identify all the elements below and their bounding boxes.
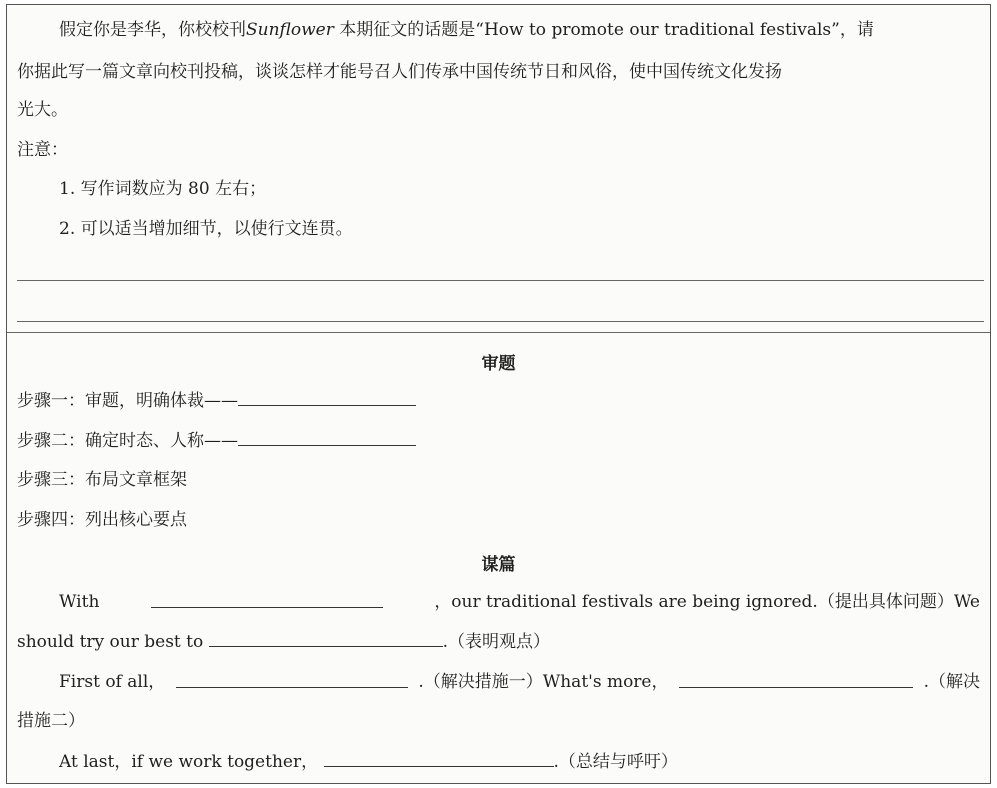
prompt-line-3: 光大。 [17, 100, 68, 120]
outline-line-5 [59, 750, 678, 773]
prompt-text-b: 本期征文的话题是“How to promote our traditional festivals”，请 [339, 20, 874, 40]
step-1 [17, 389, 416, 412]
outline-p2-c: .（解决 [923, 672, 980, 692]
outline-blank-1[interactable] [151, 591, 383, 608]
outline-blank-5[interactable] [324, 750, 554, 767]
notes-title: 注意： [17, 140, 68, 160]
prompt-text-a: 假定你是李华，你校校刊 [59, 20, 246, 40]
outline-blank-3[interactable] [176, 671, 408, 688]
section-divider [7, 332, 990, 333]
outline-p2-a: First of all， [59, 672, 166, 692]
outline-p1-d: .（表明观点） [442, 632, 551, 652]
outline-blank-2[interactable] [209, 630, 443, 647]
outline-line-1 [59, 591, 980, 613]
step-4: 步骤四：列出核心要点 [17, 510, 187, 530]
step-2-blank[interactable] [238, 429, 416, 446]
writing-line-2 [17, 321, 984, 322]
outline-line-4: 措施二） [17, 711, 85, 731]
step-2 [17, 429, 416, 452]
prompt-line-2: 你据此写一篇文章向校刊投稿，谈谈怎样才能号召人们传承中国传统节日和风俗，使中国传统文化发扬 [17, 62, 782, 82]
outline-heading: 谋篇 [481, 555, 516, 575]
step-1-blank[interactable] [238, 389, 416, 406]
writing-line-1 [17, 280, 984, 281]
outline-line-3 [59, 671, 980, 693]
exercise-sheet [6, 4, 991, 784]
outline-p1-c: should try our best to [17, 632, 204, 652]
magazine-name: Sunflower [246, 20, 334, 40]
step-2-label: 步骤二：确定时态、人称—— [17, 431, 238, 451]
outline-p2-b: .（解决措施一）What's more， [418, 672, 669, 692]
note-1: 1. 写作词数应为 80 左右； [59, 179, 267, 199]
prompt-line-1 [59, 19, 874, 41]
outline-line-2 [17, 630, 550, 653]
outline-p1-a: With [59, 592, 100, 612]
outline-p1-b: ，our traditional festivals are being ignored.（提出具体问题）We [434, 592, 980, 612]
note-2: 2. 可以适当增加细节，以使行文连贯。 [59, 219, 353, 239]
outline-p3-b: .（总结与呼吁） [553, 752, 678, 772]
analysis-heading: 审题 [481, 354, 516, 374]
step-3: 步骤三：布局文章框架 [17, 470, 187, 490]
step-1-label: 步骤一：审题，明确体裁—— [17, 391, 238, 411]
outline-blank-4[interactable] [679, 671, 913, 688]
outline-p3-a: At last，if we work together， [59, 752, 319, 772]
